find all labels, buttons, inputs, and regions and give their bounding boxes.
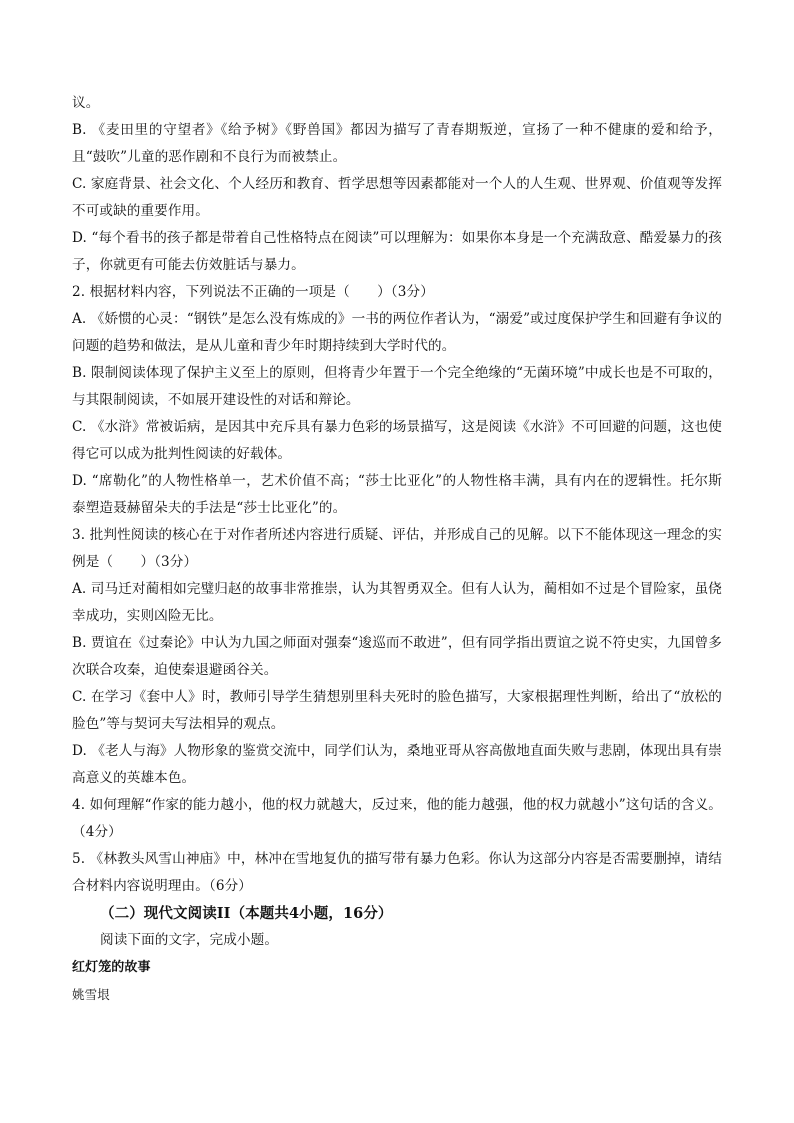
option-1d: D. “每个看书的孩子都是带着自己性格特点在阅读”可以理解为：如果你本身是一个充满敌意、酷爱暴力的孩子，你就更有可能去仿效脏话与暴力。 [72, 230, 722, 273]
option-2d: D. “席勒化”的人物性格单一，艺术价值不高；“莎士比亚化”的人物性格丰满，具有内在的逻辑性。托尔斯泰塑造聂赫留朵夫的手法是“莎士比亚化”的。 [72, 473, 722, 516]
question-5: 5. 《林教头风雪山神庙》中，林冲在雪地复仇的描写带有暴力色彩。你认为这部分内容是否需要删掉，请结合材料内容说明理由。（6分） [72, 851, 722, 894]
option-2c: C. 《水浒》常被诟病，是因其中充斥具有暴力色彩的场景描写，这是阅读《水浒》不可回避的问题，这也使得它可以成为批判性阅读的好载体。 [72, 419, 722, 462]
option-2b: B. 限制阅读体现了保护主义至上的原则，但将青少年置于一个完全绝缘的“无菌环境”中成长也是不可取的，与其限制阅读，不如展开建设性的对话和辩论。 [72, 365, 722, 408]
option-1b: B. 《麦田里的守望者》《给予树》《野兽国》都因为描写了青春期叛逆，宣扬了一种不健康的爱和给予，且“鼓吹”儿童的恶作剧和不良行为而被禁止。 [72, 122, 722, 165]
option-3b: B. 贾谊在《过秦论》中认为九国之师面对强秦“逡巡而不敢进”，但有同学指出贾谊之说不符史实，九国曾多次联合攻秦，迫使秦退避函谷关。 [72, 635, 722, 678]
option-3d: D. 《老人与海》人物形象的鉴赏交流中，同学们认为，桑地亚哥从容高傲地直面失败与悲剧，体现出具有崇高意义的英雄本色。 [72, 743, 722, 786]
option-2a: A. 《娇惯的心灵：“钢铁”是怎么没有炼成的》一书的两位作者认为，“溺爱”或过度保护学生和回避有争议的问题的趋势和做法，是从儿童和青少年时期持续到大学时代的。 [72, 311, 722, 354]
text-line-continuation: 议。 [72, 95, 100, 111]
question-2: 2. 根据材料内容，下列说法不正确的一项是（ ）（3分） [72, 284, 434, 300]
question-3: 3. 批判性阅读的核心在于对作者所述内容进行质疑、评估，并形成自己的见解。以下不能体现这一理念的实例是（ ）（3分） [72, 527, 722, 570]
option-1c: C. 家庭背景、社会文化、个人经历和教育、哲学思想等因素都能对一个人的人生观、世界观、价值观等发挥不可或缺的重要作用。 [72, 176, 722, 219]
section-heading: （二）现代文阅读II（本题共4小题，16分） [100, 905, 393, 922]
document-body [72, 90, 722, 1008]
question-4: 4. 如何理解“作家的能力越小，他的权力就越大，反过来，他的能力越强，他的权力就越小”这句话的含义。（4分） [72, 797, 722, 840]
reading-instruction: 阅读下面的文字，完成小题。 [100, 932, 279, 948]
option-3c: C. 在学习《套中人》时，教师引导学生猜想别里科夫死时的脸色描写，大家根据理性判断，给出了“放松的脸色”等与契诃夫写法相异的观点。 [72, 689, 722, 732]
option-3a: A. 司马迁对蔺相如完璧归赵的故事非常推崇，认为其智勇双全。但有人认为，蔺相如不过是个冒险家，虽侥幸成功，实则凶险无比。 [72, 581, 722, 624]
article-author: 姚雪垠 [72, 987, 110, 1002]
article-title: 红灯笼的故事 [72, 960, 151, 975]
